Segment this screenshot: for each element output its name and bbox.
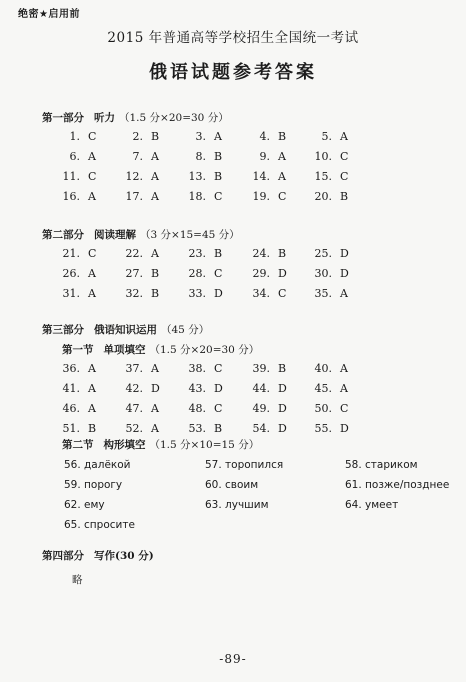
form-answer-item: 57. торопился — [205, 459, 284, 471]
section1-name: 单项填空 — [103, 344, 146, 356]
part4-name: 写作 — [94, 550, 115, 562]
question-number: 38. — [188, 362, 206, 375]
question-number: 14. — [252, 170, 270, 183]
question-number: 44. — [252, 382, 270, 395]
answer-letter: A — [340, 362, 348, 375]
answer-letter: D — [214, 287, 223, 300]
question-number: 28. — [188, 267, 206, 280]
question-number: 35. — [314, 287, 332, 300]
question-number: 49. — [252, 402, 270, 415]
answer-letter: A — [151, 422, 159, 435]
part3-label: 第三部分 — [42, 324, 84, 336]
question-number: 12. — [125, 170, 143, 183]
form-answer-item: 64. умеет — [345, 499, 399, 511]
answer-letter: C — [340, 150, 349, 163]
part4-score: (30 分) — [115, 550, 154, 562]
question-number: 47. — [125, 402, 143, 415]
form-answer-item: 56. далёкой — [64, 459, 131, 471]
part3-score: （45 分） — [161, 324, 210, 336]
answer-letter: A — [88, 382, 96, 395]
answer-letter: C — [88, 130, 97, 143]
answer-letter: A — [151, 247, 159, 260]
part3-name: 俄语知识运用 — [94, 324, 157, 336]
answer-letter: C — [214, 402, 223, 415]
form-answer-item: 61. позже/позднее — [345, 479, 450, 491]
question-number: 8. — [195, 150, 206, 163]
answer-letter: A — [88, 190, 96, 203]
answer-letter: D — [278, 267, 287, 280]
question-number: 55. — [314, 422, 332, 435]
part2-score: （3 分×15=45 分） — [140, 229, 240, 241]
page-number: -89- — [219, 652, 247, 666]
question-number: 7. — [132, 150, 143, 163]
answer-letter: D — [214, 382, 223, 395]
form-answer-item: 62. ему — [64, 499, 105, 511]
question-number: 30. — [314, 267, 332, 280]
question-number: 40. — [314, 362, 332, 375]
question-number: 23. — [188, 247, 206, 260]
answer-letter: B — [151, 267, 160, 280]
exam-title: 2015 年普通高等学校招生全国统一考试 — [107, 30, 359, 46]
section2-score: （1.5 分×10=15 分） — [149, 439, 260, 451]
form-answer-item: 59. порогу — [64, 479, 123, 491]
question-number: 39. — [252, 362, 270, 375]
question-number: 33. — [188, 287, 206, 300]
answer-letter: B — [340, 190, 349, 203]
answer-letter: D — [340, 267, 349, 280]
document-title: 俄语试题参考答案 — [149, 62, 317, 83]
answer-letter: B — [151, 287, 160, 300]
part4-heading — [42, 548, 154, 563]
question-number: 48. — [188, 402, 206, 415]
answer-letter: A — [340, 130, 348, 143]
secret-mark: 绝密★启用前 — [18, 9, 80, 20]
answer-letter: A — [340, 287, 348, 300]
answer-letter: B — [214, 170, 223, 183]
answer-letter: B — [214, 150, 223, 163]
answer-letter: C — [214, 362, 223, 375]
question-number: 11. — [62, 170, 80, 183]
answer-letter: C — [340, 170, 349, 183]
answer-letter: C — [88, 170, 97, 183]
answer-letter: B — [88, 422, 97, 435]
question-number: 16. — [62, 190, 80, 203]
question-number: 29. — [252, 267, 270, 280]
question-number: 37. — [125, 362, 143, 375]
answer-letter: A — [151, 402, 159, 415]
section2-name: 构形填空 — [103, 439, 146, 451]
part1-label: 第一部分 — [42, 112, 84, 124]
question-number: 52. — [125, 422, 143, 435]
answer-letter: D — [340, 422, 349, 435]
section1-label: 第一节 — [62, 344, 94, 356]
question-number: 10. — [314, 150, 332, 163]
answer-letter: D — [151, 382, 160, 395]
form-answer-item: 65. спросите — [64, 519, 135, 531]
answer-letter: B — [278, 362, 287, 375]
answer-letter: D — [278, 382, 287, 395]
answer-letter: A — [340, 382, 348, 395]
question-number: 13. — [188, 170, 206, 183]
question-number: 18. — [188, 190, 206, 203]
question-number: 2. — [132, 130, 143, 143]
question-number: 21. — [62, 247, 80, 260]
answer-letter: A — [151, 362, 159, 375]
question-number: 17. — [125, 190, 143, 203]
question-number: 43. — [188, 382, 206, 395]
question-number: 36. — [62, 362, 80, 375]
question-number: 53. — [188, 422, 206, 435]
question-number: 41. — [62, 382, 80, 395]
answer-letter: C — [214, 190, 223, 203]
part1-score: （1.5 分×20=30 分） — [119, 112, 229, 124]
question-number: 32. — [125, 287, 143, 300]
answer-letter: C — [278, 287, 287, 300]
question-number: 20. — [314, 190, 332, 203]
question-number: 42. — [125, 382, 143, 395]
answer-letter: A — [88, 267, 96, 280]
question-number: 54. — [252, 422, 270, 435]
question-number: 15. — [314, 170, 332, 183]
question-number: 9. — [259, 150, 270, 163]
question-number: 22. — [125, 247, 143, 260]
question-number: 31. — [62, 287, 80, 300]
part4-content: 略 — [72, 574, 83, 586]
question-number: 46. — [62, 402, 80, 415]
answer-letter: B — [278, 130, 287, 143]
question-number: 34. — [252, 287, 270, 300]
question-number: 50. — [314, 402, 332, 415]
question-number: 6. — [69, 150, 80, 163]
answer-letter: D — [278, 402, 287, 415]
answer-letter: A — [214, 130, 222, 143]
question-number: 27. — [125, 267, 143, 280]
part1-name: 听力 — [94, 112, 115, 124]
answer-letter: D — [340, 247, 349, 260]
answer-letter: B — [214, 422, 223, 435]
part2-label: 第二部分 — [42, 229, 84, 241]
question-number: 45. — [314, 382, 332, 395]
answer-letter: A — [88, 402, 96, 415]
question-number: 4. — [259, 130, 270, 143]
section2-label: 第二节 — [62, 439, 94, 451]
section1-score: （1.5 分×20=30 分） — [149, 344, 260, 356]
question-number: 5. — [321, 130, 332, 143]
question-number: 26. — [62, 267, 80, 280]
form-answer-item: 60. своим — [205, 479, 259, 491]
answer-letter: A — [88, 362, 96, 375]
question-number: 24. — [252, 247, 270, 260]
answer-letter: A — [151, 170, 159, 183]
answer-letter: B — [151, 130, 160, 143]
answer-letter: C — [88, 247, 97, 260]
answer-letter: B — [278, 247, 287, 260]
answer-letter: A — [151, 150, 159, 163]
question-number: 3. — [195, 130, 206, 143]
answer-letter: B — [214, 247, 223, 260]
form-answer-item: 58. стариком — [345, 459, 418, 471]
question-number: 25. — [314, 247, 332, 260]
answer-letter: D — [278, 422, 287, 435]
question-number: 1. — [69, 130, 80, 143]
answer-letter: A — [151, 190, 159, 203]
answer-letter: C — [278, 190, 287, 203]
question-number: 51. — [62, 422, 80, 435]
part2-name: 阅读理解 — [94, 229, 136, 241]
answer-letter: A — [88, 150, 96, 163]
part4-label: 第四部分 — [42, 550, 84, 562]
form-answer-item: 63. лучшим — [205, 499, 269, 511]
question-number: 19. — [252, 190, 270, 203]
answer-letter: A — [278, 170, 286, 183]
answer-letter: A — [278, 150, 286, 163]
answer-letter: A — [88, 287, 96, 300]
answer-letter: C — [214, 267, 223, 280]
answer-letter: C — [340, 402, 349, 415]
